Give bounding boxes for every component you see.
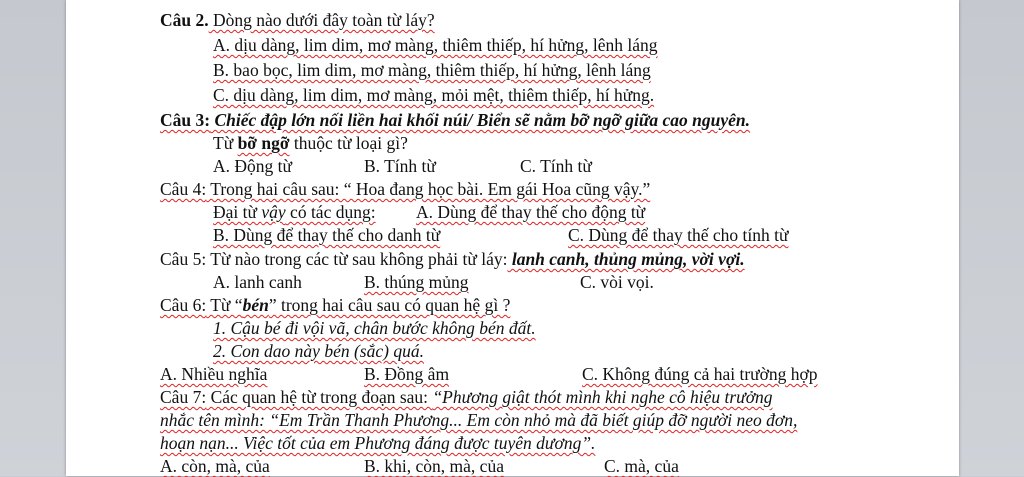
q7-question: Câu 7: Các quan hệ từ trong đoạn sau: “Phương giật thót mình khi nghe cô hiệu trưởng xyxy=(160,387,773,407)
q4-pronoun: Đại từ vậy có tác dụng: xyxy=(213,202,376,222)
q2-option-b: B. bao bọc, lim dim, mơ màng, thiêm thiếp, hí hửng, lênh láng xyxy=(213,60,651,80)
q2-option-a: A. dịu dàng, lim dim, mơ màng, thiêm thiếp, hí hửng, lênh láng xyxy=(213,35,658,55)
q3-question: Câu 3: Chiếc đập lớn nối liền hai khối núi/ Biển sẽ nằm bỡ ngỡ giữa cao nguyên. xyxy=(160,110,751,130)
q6-option-b: B. Đồng âm xyxy=(364,364,450,384)
q3-option-b: B. Tính từ xyxy=(364,156,436,176)
q2-label: Câu 2. xyxy=(160,10,209,30)
q5-option-c: C. vòi vọi. xyxy=(580,272,654,292)
q3-label: Câu 3: xyxy=(160,110,211,130)
q5-option-a: A. lanh canh xyxy=(213,272,302,292)
q7-quote-line-2: nhắc tên mình: “Em Trần Thanh Phương... Em còn nhỏ mà đã biết giúp đỡ người neo đơn, xyxy=(160,410,798,430)
q7-option-c: C. mà, của xyxy=(604,456,679,476)
q3-option-c: C. Tính từ xyxy=(520,156,592,176)
q7-option-a: A. còn, mà, của xyxy=(160,456,270,476)
q4-option-b: B. Dùng để thay thế cho danh từ xyxy=(213,225,441,245)
q5-question: Câu 5: Từ nào trong các từ sau không phải từ láy: lanh canh, thủng mủng, vời vợi. xyxy=(160,249,745,269)
q3-ask: Từ bỡ ngỡ thuộc từ loại gì? xyxy=(213,133,408,153)
q4-option-c: C. Dùng để thay thế cho tính từ xyxy=(568,225,789,245)
q6-sentence-1: 1. Cậu bé đi vội vã, chân bước không bén đất. xyxy=(213,318,536,338)
q3-option-a: A. Động từ xyxy=(213,156,292,176)
q6-option-a: A. Nhiều nghĩa xyxy=(160,364,268,384)
q2-question: Câu 2. Dòng nào dưới đây toàn từ láy? xyxy=(160,10,435,30)
q6-question: Câu 6: Từ “bén” trong hai câu sau có quan hệ gì ? xyxy=(160,295,511,315)
q6-sentence-2: 2. Con dao này bén (sắc) quá. xyxy=(213,341,424,361)
q4-question: Câu 4: Trong hai câu sau: “ Hoa đang học bài. Em gái Hoa cũng vậy.” xyxy=(160,179,651,199)
q4-option-a: A. Dùng để thay thế cho động từ xyxy=(416,202,646,222)
q7-quote-line-3: hoạn nạn... Việc tốt của em Phương đáng được tuyên dương”. xyxy=(160,433,596,453)
q5-option-b: B. thúng mủng xyxy=(364,272,469,292)
document-page xyxy=(66,0,959,476)
q2-option-c: C. dịu dàng, lim dim, mơ màng, mỏi mệt, thiêm thiếp, hí hửng. xyxy=(213,85,655,105)
q6-option-c: C. Không đúng cả hai trường hợp xyxy=(582,364,818,384)
q7-option-b: B. khi, còn, mà, của xyxy=(364,456,504,476)
